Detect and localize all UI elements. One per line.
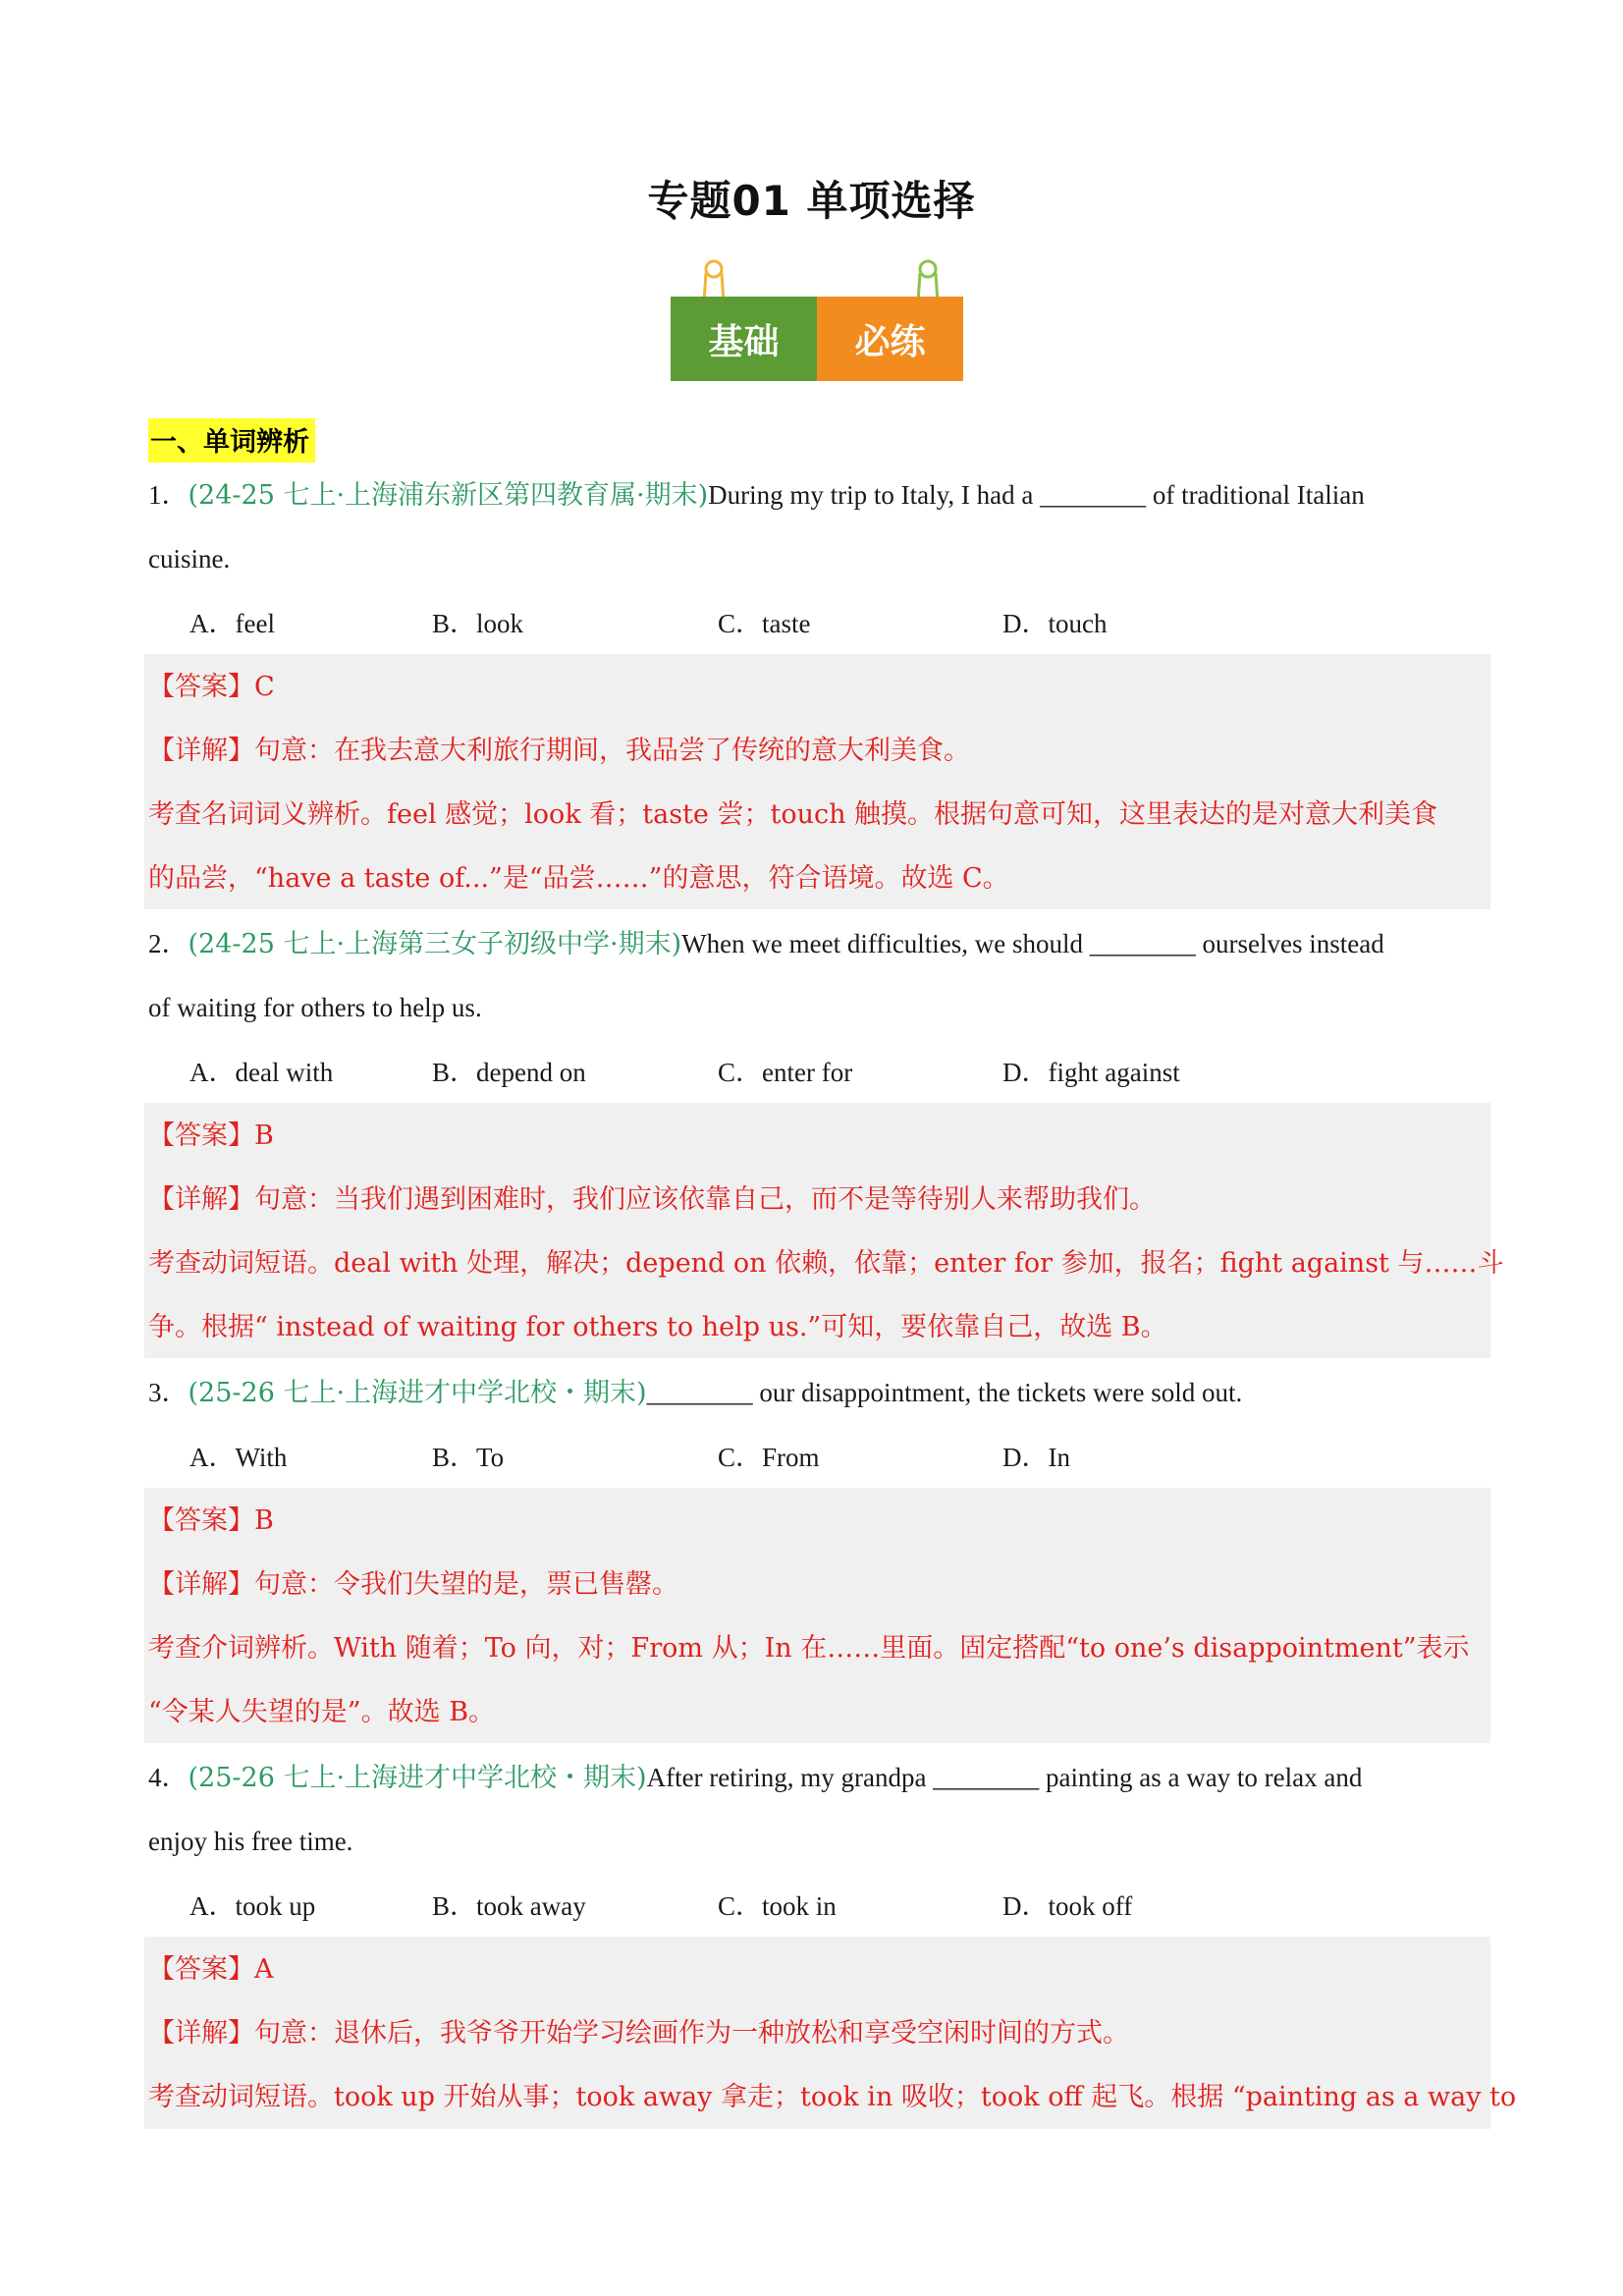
option-b: B．took away [432,1891,586,1921]
option-d: D．touch [1002,609,1108,638]
question-1-stem-cont: cuisine. [148,544,231,574]
answer: 【答案】B [148,1121,274,1151]
option-b: B．depend on [432,1058,586,1087]
answer-analysis-cont: 的品尝，“have a taste of...”是“品尝……”的意思，符合语境。故选 C。 [148,863,1009,894]
option-d: D．In [1002,1443,1070,1472]
option-b: B．look [432,609,524,638]
option-c: C．enter for [718,1058,853,1087]
section-heading: 一、单词辨析 [148,418,315,463]
option-d: D．took off [1002,1891,1133,1921]
answer-detail: 【详解】句意：当我们遇到困难时，我们应该依靠自己，而不是等待别人来帮助我们。 [148,1184,1156,1215]
question-3-stem: 3．(25-26 七上·上海进才中学北校・期末)________ our disappointment, the tickets were sold out. [148,1378,1243,1408]
option-a: A．With [189,1443,288,1472]
answer-detail: 【详解】句意：退休后，我爷爷开始学习绘画作为一种放松和享受空闲时间的方式。 [148,2018,1129,2049]
option-a: A．deal with [189,1058,334,1087]
answer-analysis: 考查介词辨析。With 随着；To 向，对；From 从；In 在……里面。固定搭配“to one’s disappointment”表示 [148,1633,1470,1664]
badge-left-label: 基础 [671,297,817,381]
question-1-stem: 1．(24-25 七上·上海浦东新区第四教育属·期末)During my trip to Italy, I had a ________ of traditional Italian [148,480,1365,511]
answer: 【答案】B [148,1505,274,1536]
answer: 【答案】C [148,672,275,702]
answer-analysis: 考查动词短语。deal with 处理，解决；depend on 依赖，依靠；enter for 参加，报名；fight against 与……斗 [148,1248,1504,1279]
question-4-stem: 4．(25-26 七上·上海进才中学北校・期末)After retiring, my grandpa ________ painting as a way to relax and [148,1763,1363,1793]
option-a: A．feel [189,609,275,638]
page-title: 专题01 单项选择 [647,177,976,225]
answer-analysis-cont: “令某人失望的是”。故选 B。 [148,1697,496,1727]
option-c: C．From [718,1443,820,1472]
question-source: (24-25 七上·上海浦东新区第四教育属·期末) [188,480,709,511]
question-source: (25-26 七上·上海进才中学北校・期末) [188,1378,647,1408]
question-source: (24-25 七上·上海第三女子初级中学·期末) [188,929,682,959]
question-source: (25-26 七上·上海进才中学北校・期末) [188,1763,647,1793]
answer-detail: 【详解】句意：在我去意大利旅行期间，我品尝了传统的意大利美食。 [148,736,970,766]
option-c: C．taste [718,609,811,638]
answer-analysis-cont: 争。根据“ instead of waiting for others to help us.”可知，要依靠自己，故选 B。 [148,1312,1167,1342]
answer: 【答案】A [148,1954,274,1985]
question-4-stem-cont: enjoy his free time. [148,1827,353,1856]
badge-right-label: 必练 [817,297,963,381]
option-b: B．To [432,1443,505,1472]
section-badge [671,259,963,383]
question-2-stem: 2．(24-25 七上·上海第三女子初级中学·期末)When we meet difficulties, we should ________ ourselves instead [148,929,1384,959]
option-c: C．took in [718,1891,837,1921]
option-d: D．fight against [1002,1058,1180,1087]
option-a: A．took up [189,1891,316,1921]
question-2-stem-cont: of waiting for others to help us. [148,993,482,1022]
answer-analysis: 考查动词短语。took up 开始从事；took away 拿走；took in 吸收；took off 起飞。根据 “painting as a way to [148,2082,1517,2112]
answer-analysis: 考查名词词义辨析。feel 感觉；look 看；taste 尝；touch 触摸。根据句意可知，这里表达的是对意大利美食 [148,799,1438,830]
answer-detail: 【详解】句意：令我们失望的是，票已售罄。 [148,1569,678,1600]
